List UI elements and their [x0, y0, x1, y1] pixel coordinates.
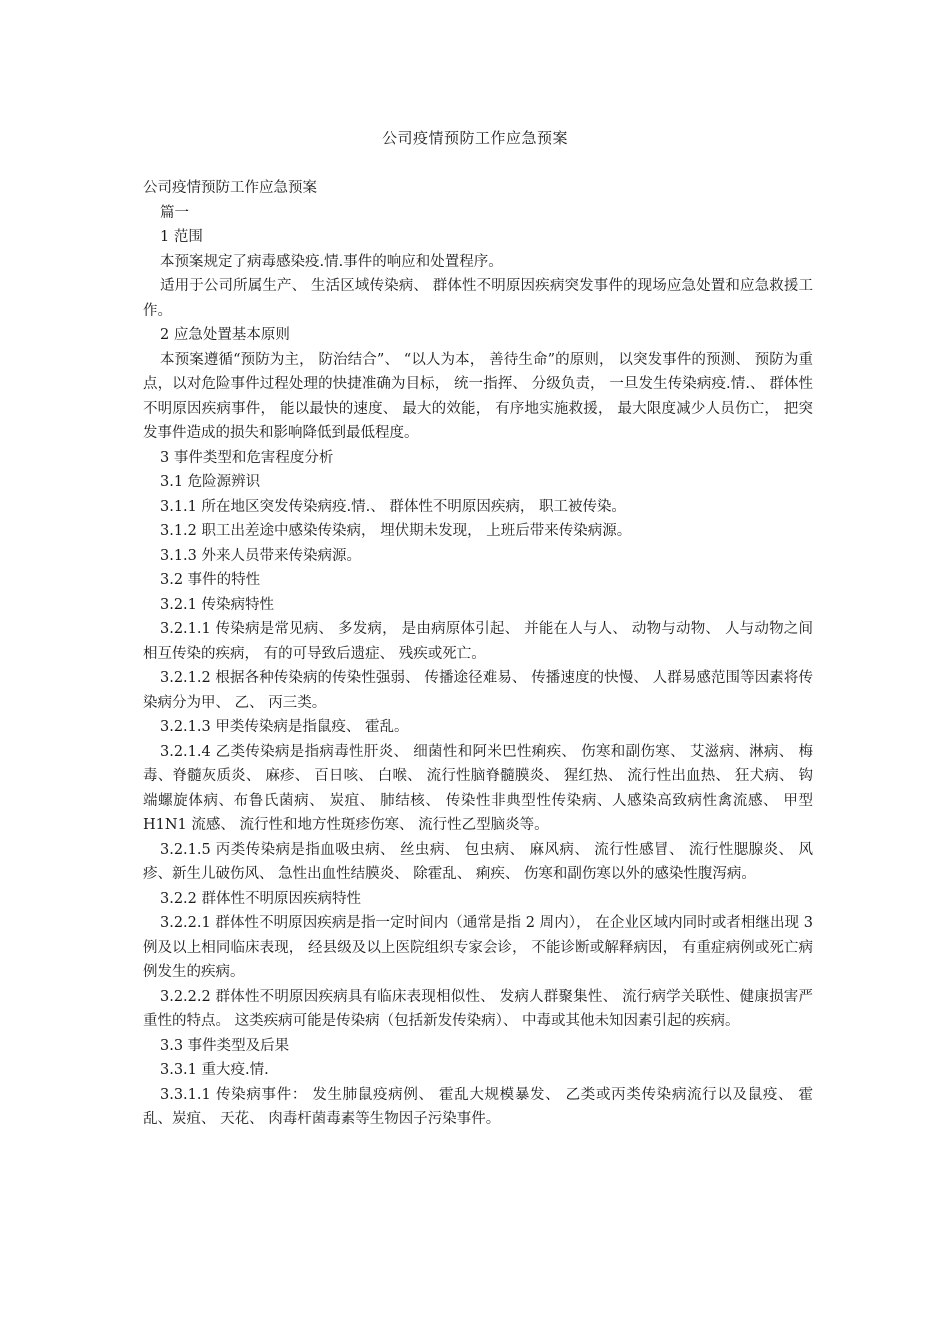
section-heading: 2 应急处置基本原则	[160, 327, 290, 343]
subsection-heading: 3.2 事件的特性	[160, 572, 261, 588]
body-heading: 公司疫情预防工作应急预案	[143, 180, 317, 196]
paragraph: 3.2.1.4 乙类传染病是指病毒性肝炎、 细菌性和阿米巴性痢疾、 伤寒和副伤寒、 艾滋病、淋病、 梅毒、脊髓灰质炎、 麻疹、 百日咳、 白喉、 流行性脑脊髓膜炎、 猩红热、 流行性出血热、 狂犬病、 钩端螺旋体病、布鲁氏菌病、 炭疽、 肺结核、 传染性非典型性传染病、人感染高致病性禽流感、 甲型 H1N1 流感、 流行性和地方性斑疹伤寒、 流行性乙型脑炎等。	[143, 743, 813, 833]
paragraph: 3.2.1.3 甲类传染病是指鼠疫、 霍乱。	[160, 719, 409, 735]
paragraph: 适用于公司所属生产、 生活区域传染病、 群体性不明原因疾病突发事件的现场应急处置和应急救援工作。	[143, 278, 813, 319]
paragraph: 3.2.1.5 丙类传染病是指血吸虫病、 丝虫病、 包虫病、 麻风病、 流行性感冒、 流行性腮腺炎、 风疹、新生儿破伤风、 急性出血性结膜炎、 除霍乱、 痢疾、 伤寒和副伤寒以外的感染性腹泻病。	[143, 841, 813, 882]
subsection-heading: 3.1 危险源辨识	[160, 474, 261, 490]
paragraph: 3.1.1 所在地区突发传染病疫.情.、 群体性不明原因疾病， 职工被传染。	[160, 498, 626, 515]
subsection-heading: 3.2.1 传染病特性	[160, 596, 275, 613]
paragraph: 本预案规定了病毒感染疫.情.事件的响应和处置程序。	[160, 253, 503, 270]
paragraph: 3.1.3 外来人员带来传染病源。	[160, 547, 362, 564]
paragraph: 3.1.2 职工出差途中感染传染病， 埋伏期未发现， 上班后带来传染病源。	[160, 523, 632, 539]
section-heading: 1 范围	[160, 229, 203, 245]
paragraph: 3.3.1.1 传染病事件： 发生肺鼠疫病例、 霍乱大规模暴发、 乙类或丙类传染病流行以及鼠疫、 霍乱、炭疽、 天花、 肉毒杆菌毒素等生物因子污染事件。	[143, 1086, 813, 1127]
paragraph: 3.2.2.1 群体性不明原因疾病是指一定时间内（通常是指 2 周内）， 在企业区域内同时或者相继出现 3例及以上相同临床表现， 经县级及以上医院组织专家会诊， 不能诊断或解释病因， 有重症病例或死亡病例发生的疾病。	[143, 915, 813, 980]
paragraph: 本预案遵循“预防为主， 防治结合”、 “以人为本， 善待生命”的原则， 以突发事件的预测、 预防为重点，以对危险事件过程处理的快捷准确为目标， 统一指挥、 分级负责， 一旦发生传染病疫.情.、 群体性不明原因疾病事件， 能以最快的速度、 最大的效能， 有序地实施救援， 最大限度减少人员伤亡， 把突发事件造成的损失和影响降低到最低程度。	[143, 351, 813, 441]
subsection-heading: 3.3 事件类型及后果	[160, 1037, 290, 1054]
paragraph: 3.2.1.1 传染病是常见病、 多发病， 是由病原体引起、 并能在人与人、 动物与动物、 人与动物之间相互传染的疾病， 有的可导致后遗症、 残疾或死亡。	[143, 621, 813, 662]
paragraph: 3.2.1.2 根据各种传染病的传染性强弱、 传播途径难易、 传播速度的快慢、 人群易感范围等因素将传染病分为甲、 乙、 丙三类。	[143, 670, 813, 711]
document-body	[143, 176, 813, 1132]
paragraph: 3.2.2.2 群体性不明原因疾病具有临床表现相似性、 发病人群聚集性、 流行病学关联性、健康损害严重性的特点。 这类疾病可能是传染病（包括新发传染病）、 中毒或其他未知因素引起的疾病。	[143, 988, 813, 1029]
subsection-heading: 3.2.2 群体性不明原因疾病特性	[160, 890, 362, 907]
section-heading: 3 事件类型和危害程度分析	[160, 449, 334, 466]
subsection-heading: 3.3.1 重大疫.情.	[160, 1062, 269, 1078]
chapter-label: 篇一	[160, 204, 189, 221]
document-title: 公司疫情预防工作应急预案	[381, 129, 568, 147]
